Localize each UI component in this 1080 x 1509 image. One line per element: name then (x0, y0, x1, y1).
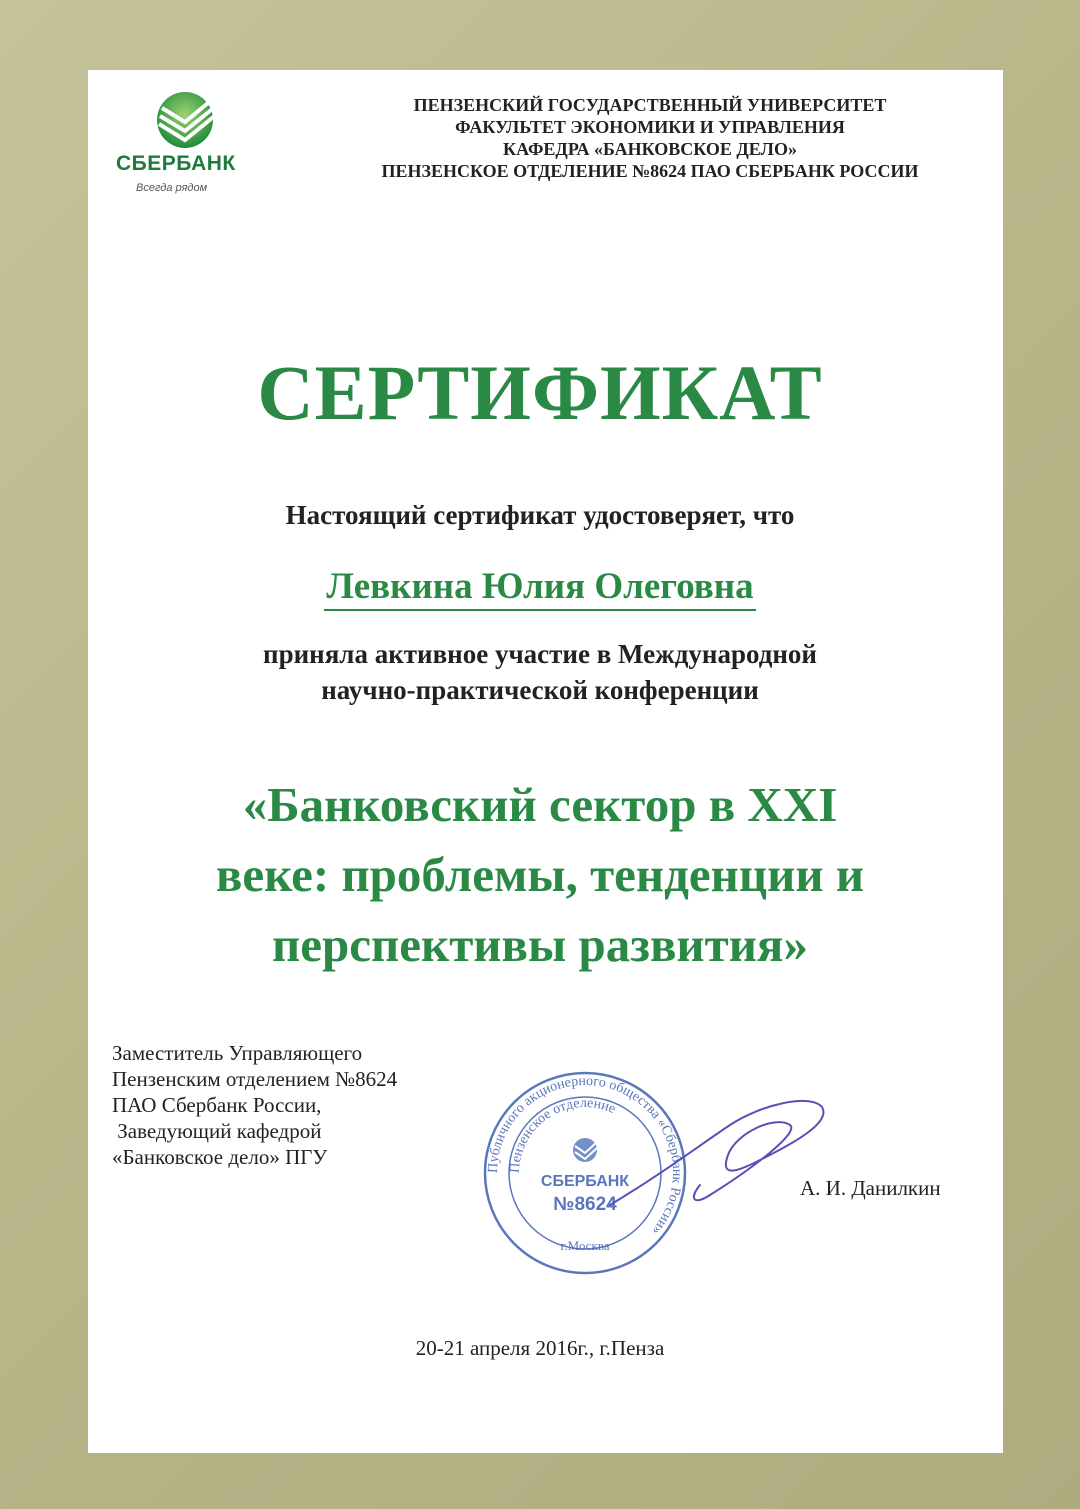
stamp-outer-text: Публичного акционерного общества «Сбербанк России» (485, 1073, 685, 1238)
stamp-inner-text: Пензенское отделение (507, 1095, 618, 1174)
logo-name: СБЕРБАНК (116, 152, 236, 175)
logo-slogan: Всегда рядом (136, 182, 208, 194)
participation-line: научно-практической конференции (321, 675, 759, 705)
stamp-number: №8624 (553, 1194, 617, 1215)
header-line-faculty: ФАКУЛЬТЕТ ЭКОНОМИКИ И УПРАВЛЕНИЯ (455, 117, 845, 137)
signer-position-line: «Банковское дело» ПГУ (112, 1145, 328, 1169)
date-place: 20-21 апреля 2016г., г.Пенза (415, 1336, 665, 1360)
signer-position-line: Пензенским отделением №8624 (112, 1067, 398, 1091)
certificate-title: СЕРТИФИКАТ (257, 349, 823, 436)
conference-title (0, 770, 1080, 980)
handwritten-signature-icon (600, 1085, 840, 1225)
header-line-department: КАФЕДРА «БАНКОВСКОЕ ДЕЛО» (503, 139, 797, 159)
signer-position (112, 1040, 397, 1170)
header-line-university: ПЕНЗЕНСКИЙ ГОСУДАРСТВЕННЫЙ УНИВЕРСИТЕТ (413, 95, 887, 115)
institution-header (300, 94, 1000, 182)
stamp-logo-icon (573, 1138, 597, 1162)
conference-title-line: перспективы развития» (272, 917, 808, 972)
conference-title-line: «Банковский сектор в XXI (242, 777, 838, 832)
signer-position-line: Заместитель Управляющего (112, 1041, 363, 1065)
conference-title-line: веке: проблемы, тенденции и (215, 847, 865, 902)
stamp-city: г.Москва (560, 1238, 610, 1253)
participation-text (0, 636, 1080, 708)
certificate-intro: Настоящий сертификат удостоверяет, что (285, 500, 795, 530)
signer-position-line: ПАО Сбербанк России, (112, 1093, 322, 1117)
signer-name: А. И. Данилкин (800, 1176, 941, 1200)
header-line-branch: ПЕНЗЕНСКОЕ ОТДЕЛЕНИЕ №8624 ПАО СБЕРБАНК РОССИИ (381, 161, 919, 181)
recipient-name-wrapper (0, 565, 1080, 608)
recipient-name: Левкина Юлия Олеговна (324, 566, 755, 611)
participation-line: приняла активное участие в Международной (263, 639, 817, 669)
stamp-bank-name: СБЕРБАНК (540, 1173, 630, 1190)
signer-position-line: Заведующий кафедрой (112, 1119, 322, 1143)
